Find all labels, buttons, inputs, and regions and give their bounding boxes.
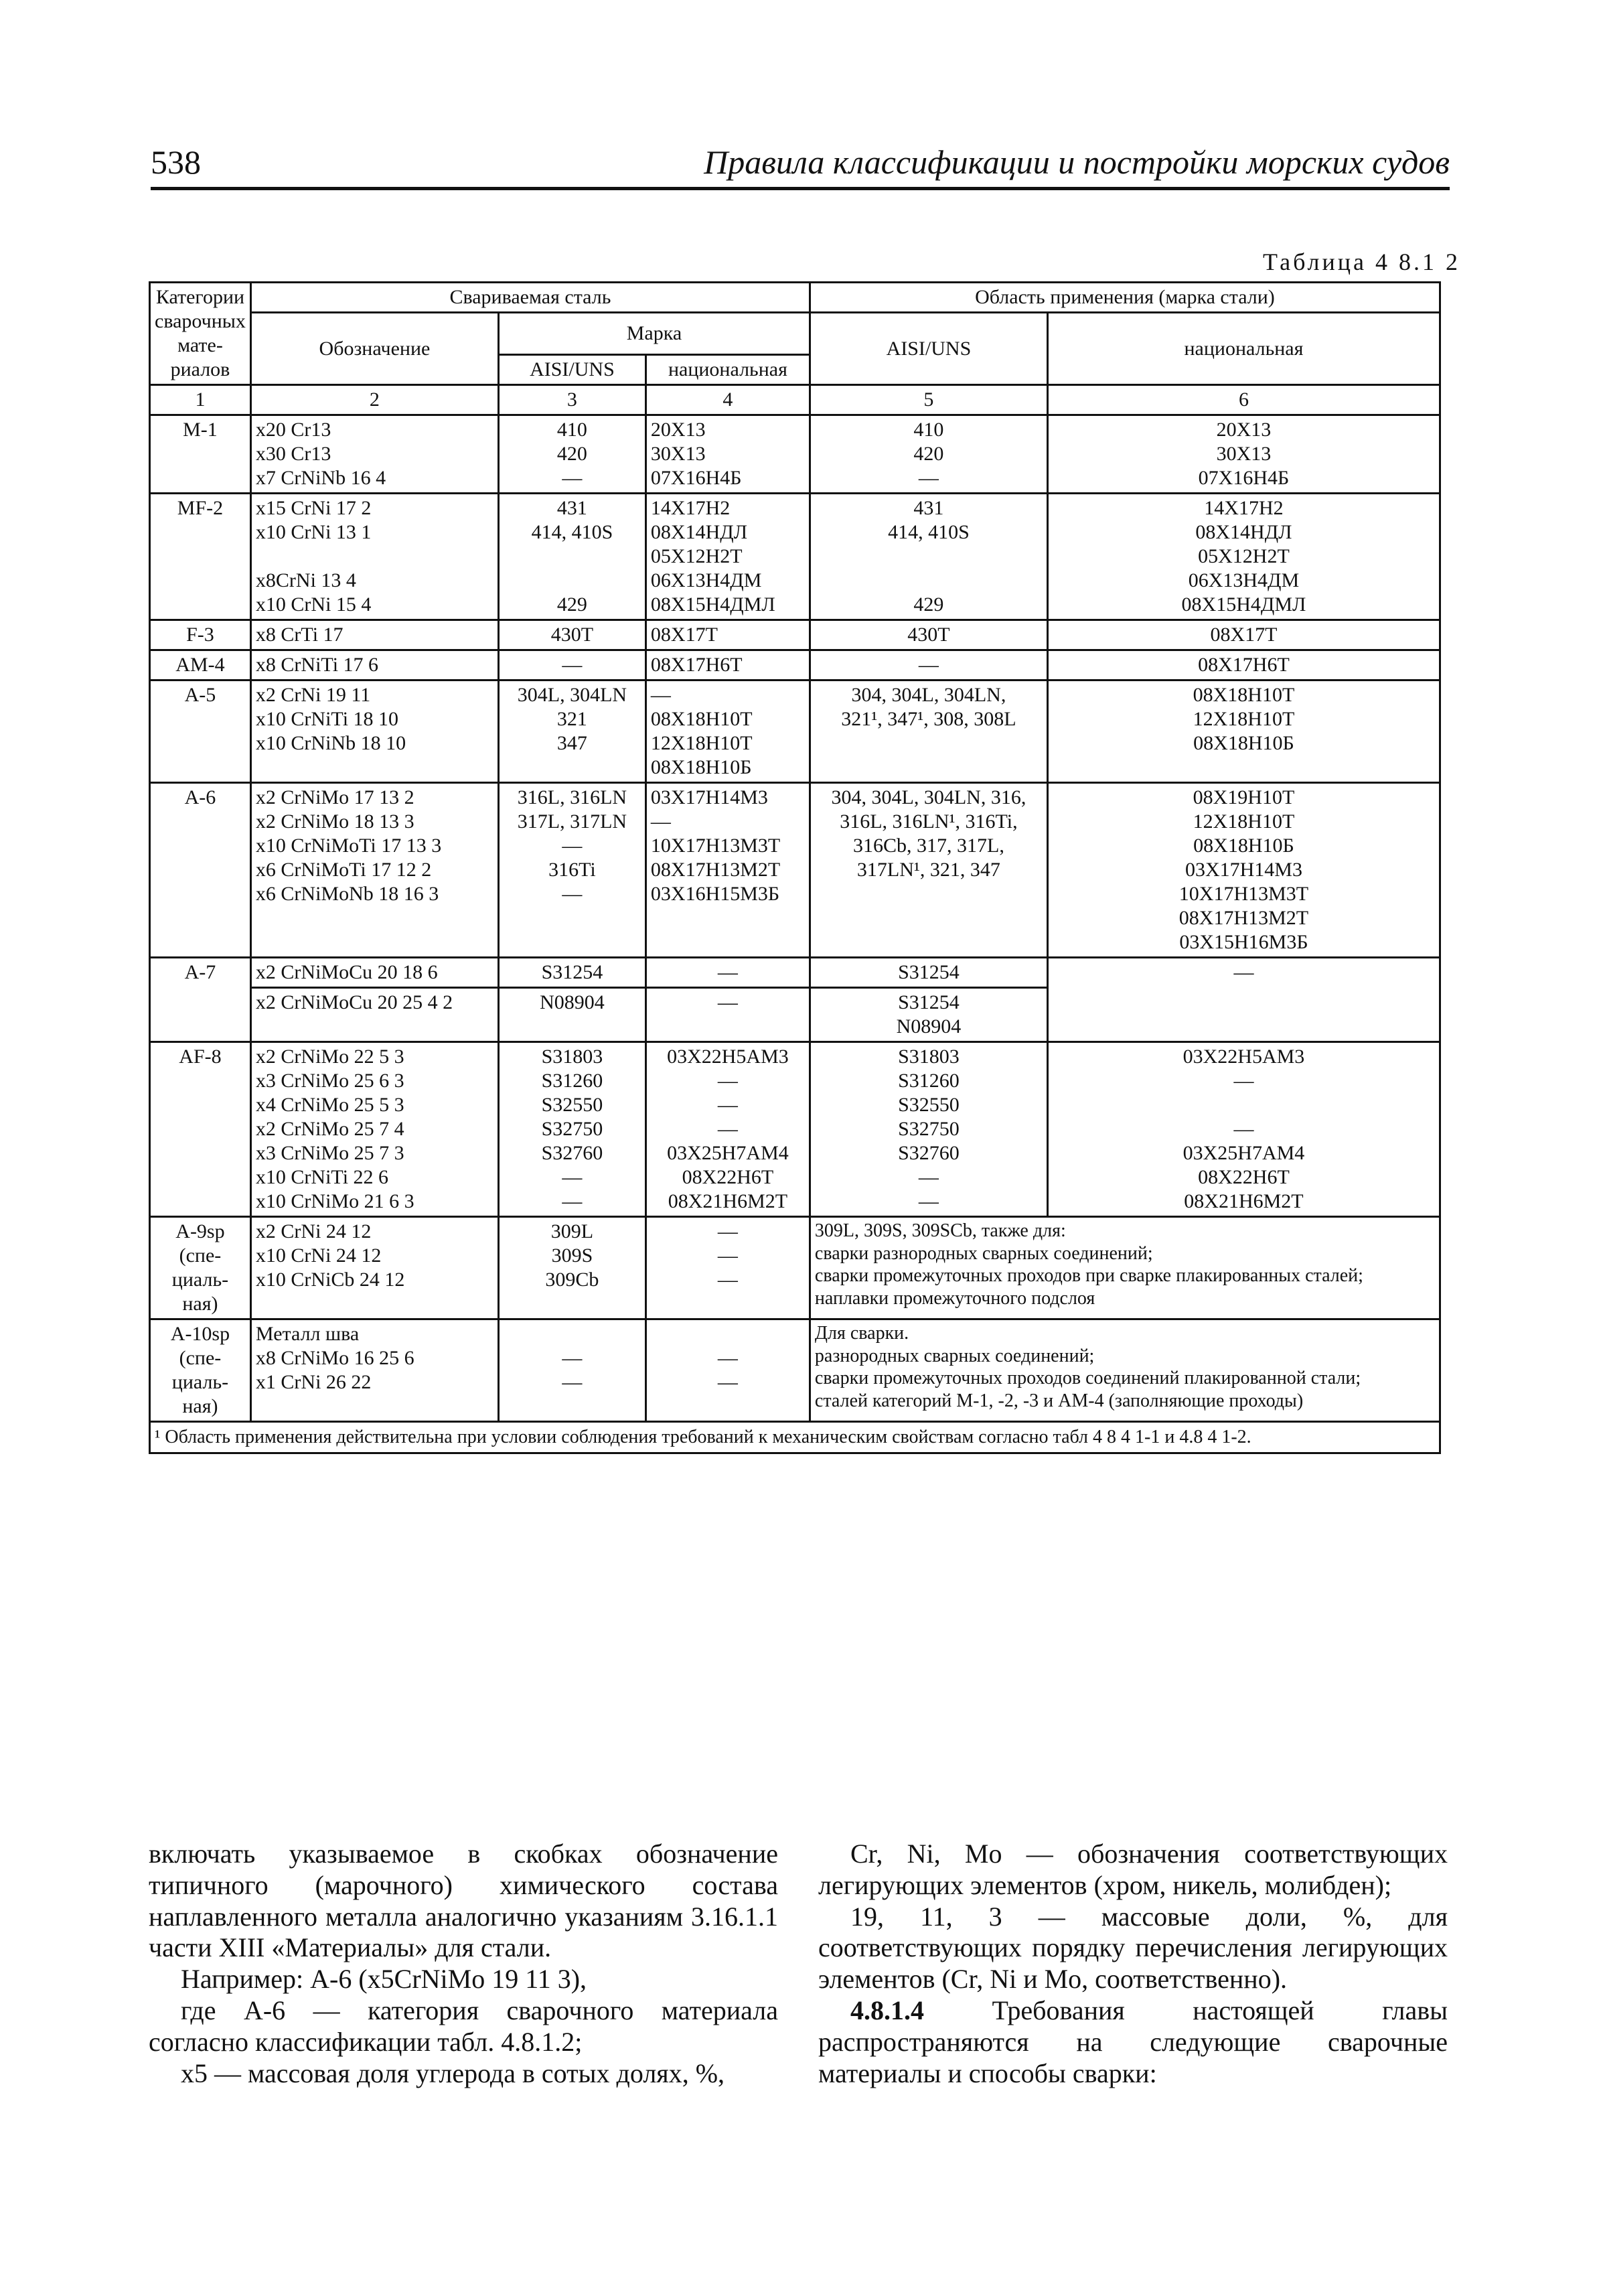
aisi-grade: 430T [550,624,594,646]
page-header [151,137,1450,190]
app-national: 03Х15Н16М3Б [1179,931,1308,953]
designation: x1 CrNi 26 22 [255,1371,372,1393]
category-cell: А-7 [184,961,216,983]
paragraph: x5 — массовая доля углерода в сотых долях, %, [181,2058,725,2088]
table-row [150,494,1440,620]
category-cell: А-9sp [175,1220,225,1242]
app-national [1053,1093,1435,1117]
header-application: Область применения (марка стали) [810,283,1440,313]
app-aisi: 431 [913,497,944,519]
designation: x10 CrNiTi 22 6 [255,1166,389,1188]
header-national: национальная [645,355,810,385]
designation: x8 CrTi 17 [255,624,344,646]
app-aisi: — [918,654,939,676]
app-aisi: 304, 304L, 304LN, 316, [831,786,1026,808]
aisi-grade: — [562,1347,583,1369]
app-aisi: S32550 [898,1094,960,1116]
app-national: 03Х25Н7АМ4 [1183,1142,1305,1164]
national-grade: 08Х18Н10Т [650,708,753,730]
designation: x10 CrNi 13 1 [255,521,372,543]
app-aisi: — [918,1190,939,1212]
app-national: 06Х13Н4ДМ [1188,569,1300,591]
table-label: Таблица 4 8.1 2 [1263,248,1460,275]
materials-table [149,281,1441,1454]
paragraph [818,1995,1448,2089]
application-note: сварки разнородных сварных соединений; [814,1242,1153,1264]
category-cell: циаль- [171,1269,229,1291]
aisi-grade: 317L, 317LN [517,810,627,833]
aisi-grade: S31260 [541,1070,603,1092]
designation: x2 CrNiMo 18 13 3 [255,810,414,833]
category-cell: циаль- [171,1371,229,1393]
aisi-grade: — [562,1190,583,1212]
app-national: 08Х21Н6М2Т [1184,1190,1304,1212]
table-row [150,1042,1440,1217]
app-aisi [815,569,1043,593]
category-cell: (спе- [179,1347,222,1369]
application-note: 309L, 309S, 309SCb, также для: [814,1220,1066,1241]
app-national: 10Х17Н13М3Т [1178,883,1309,905]
aisi-grade: — [562,883,583,905]
col-number: 1 [150,385,251,415]
designation: x20 Cr13 [255,419,331,441]
aisi-grade: 347 [556,732,587,754]
col-number: 5 [810,385,1047,415]
table-footnote-row [150,1422,1440,1453]
app-aisi [815,545,1043,569]
app-aisi: 414, 410S [888,521,970,543]
national-grade: 08Х17Н6Т [650,654,743,676]
application-note: сварки промежуточных проходов при сварке плакированных сталей; [814,1265,1363,1287]
national-grade: — [717,1094,738,1116]
designation: x15 CrNi 17 2 [255,497,372,519]
category-cell: А-5 [184,684,216,706]
national-grade: 08Х22Н6Т [682,1166,774,1188]
app-aisi: 321¹, 347¹, 308, 308L [841,708,1016,730]
designation [256,545,493,569]
table-footnote: ¹ Область применения действительна при условии соблюдения требований к механическим свойствам согласно табл 4 8 4 1-1 и 4.8 4 1-2. [150,1422,1440,1453]
app-aisi: — [918,467,939,489]
application-note: сварки промежуточных проходов соединений плакированной стали; [814,1368,1361,1389]
app-national: 03Х17Н14М3 [1185,859,1302,881]
designation: x6 CrNiMoNb 18 16 3 [255,883,439,905]
national-grade: 14Х17Н2 [650,497,731,519]
app-national: 07Х16Н4Б [1198,467,1290,489]
application-note: наплавки промежуточного подслоя [814,1287,1095,1309]
app-aisi: 420 [913,443,944,465]
category-cell: АF-8 [179,1046,222,1068]
application-note: Для сварки. [814,1323,909,1344]
app-national: 03Х22Н5АМ3 [1183,1046,1305,1068]
category-cell: М-1 [183,419,218,441]
national-grade: — [650,810,671,833]
national-grade: 20Х13 [650,419,706,441]
running-title: Правила классификации и постройки морских судов [704,143,1450,181]
app-aisi: N08904 [896,1015,962,1037]
app-aisi: — [918,1166,939,1188]
aisi-grade: 429 [556,593,587,616]
category-cell: (спе- [179,1244,222,1267]
national-grade: — [650,684,671,706]
designation: Металл шва [255,1323,360,1345]
app-national: — [1233,1118,1254,1140]
table-row [150,650,1440,680]
left-column [149,1839,778,2089]
app-national: 08Х18Н10Б [1193,835,1294,857]
app-aisi: S31803 [898,1046,960,1068]
aisi-grade: 309L [550,1220,594,1242]
designation: x10 CrNiTi 18 10 [255,708,399,730]
application-note: сталей категорий М-1, -2, -3 и АМ-4 (заполняющие проходы) [814,1390,1304,1411]
app-national: 20Х13 [1216,419,1272,441]
aisi-grade: 414, 410S [531,521,613,543]
paragraph: включать указываемое в скобках обозначение типичного (марочного) химического состава наплавленного металла аналогично указаниям 3.16.1.1 части XIII «Материалы» для стали. [149,1839,778,1963]
national-grade: 08Х14НДЛ [650,521,748,543]
national-grade: — [717,1118,738,1140]
designation: x2 CrNi 24 12 [255,1220,372,1242]
aisi-grade: S31254 [541,961,603,983]
app-aisi: S32750 [898,1118,960,1140]
app-aisi: S31260 [898,1070,960,1092]
designation: x3 CrNiMo 25 6 3 [255,1070,404,1092]
app-national: 08Х17Т [1210,624,1278,646]
national-grade: — [717,1220,738,1242]
national-grade: 12Х18Н10Т [650,732,753,754]
national-grade: — [717,991,738,1013]
national-grade: 08Х18Н10Б [650,756,752,778]
category-cell: МF-2 [177,497,224,519]
app-aisi: 317LN¹, 321, 347 [856,859,1000,881]
national-grade: 03Х25Н7АМ4 [667,1142,789,1164]
app-aisi: 316L, 316LN¹, 316Ti, [840,810,1018,833]
table-row [150,958,1440,988]
aisi-grade: 410 [556,419,587,441]
app-national: 08Х19Н10Т [1193,786,1295,808]
designation: x7 CrNiNb 16 4 [255,467,386,489]
category-cell: АМ-4 [175,654,225,676]
app-aisi: 410 [913,419,944,441]
national-grade: 08Х17Т [650,624,718,646]
designation: x10 CrNiCb 24 12 [255,1269,405,1291]
col-number: 3 [498,385,645,415]
app-national: 30Х13 [1216,443,1272,465]
designation: x10 CrNi 15 4 [255,593,372,616]
table-row [150,620,1440,650]
national-grade: 05Х12Н2Т [650,545,743,567]
aisi-grade: S32760 [541,1142,603,1164]
national-grade: 08Х21Н6М2Т [668,1190,788,1212]
header-category: Категории сварочных мате-риалов [150,283,251,385]
table-row [150,783,1440,958]
national-grade: 03Х22Н5АМ3 [667,1046,789,1068]
category-cell: ная) [182,1293,218,1315]
aisi-grade: — [562,1166,583,1188]
aisi-grade: S32750 [541,1118,603,1140]
aisi-grade: — [562,467,583,489]
national-grade: 06Х13Н4ДМ [650,569,762,591]
aisi-grade [504,545,641,569]
section-text: Требования настоящей главы распространяются на следующие сварочные материалы и способы сварки: [818,1995,1448,2088]
header-welded-steel: Свариваемая сталь [250,283,810,313]
aisi-grade: 316Ti [548,859,596,881]
designation: x2 CrNi 19 11 [255,684,371,706]
national-grade: 03Х17Н14М3 [650,786,768,808]
app-national: 08Х15Н4ДМЛ [1181,593,1306,616]
aisi-grade: — [562,835,583,857]
national-grade: — [717,1244,738,1267]
app-national: 14Х17Н2 [1204,497,1284,519]
national-grade: 08Х17Н13М2Т [650,859,781,881]
national-grade: 03Х16Н15М3Б [650,883,780,905]
col-number: 4 [645,385,810,415]
designation: x2 CrNiMo 22 5 3 [255,1046,404,1068]
aisi-grade: S31803 [541,1046,603,1068]
table-row [150,415,1440,494]
national-grade: 07Х16Н4Б [650,467,742,489]
aisi-grade: — [562,1371,583,1393]
app-aisi: 316Cb, 317, 317L, [853,835,1004,857]
app-aisi: 430T [907,624,950,646]
aisi-grade: 316L, 316LN [517,786,627,808]
header-aisi-app: AISI/UNS [810,313,1047,385]
aisi-grade: S32550 [541,1094,603,1116]
designation: x10 CrNiMo 21 6 3 [255,1190,414,1212]
designation: x30 Cr13 [255,443,331,465]
category-cell: А-6 [184,786,216,808]
designation: x10 CrNiNb 18 10 [255,732,406,754]
designation: x8CrNi 13 4 [255,569,356,591]
aisi-grade: 420 [556,443,587,465]
app-aisi: S32760 [898,1142,960,1164]
aisi-grade: 309Cb [545,1269,599,1291]
aisi-grade: 431 [556,497,587,519]
aisi-grade: 321 [556,708,587,730]
aisi-grade: 309S [551,1244,593,1267]
national-grade: 10Х17Н13М3Т [650,835,781,857]
app-national: 08Х18Н10Б [1193,732,1294,754]
designation: x3 CrNiMo 25 7 3 [255,1142,404,1164]
page-number: 538 [151,143,201,181]
application-note: разнородных сварных соединений; [814,1345,1095,1366]
category-cell: F-3 [186,624,214,646]
designation: x10 CrNi 24 12 [255,1244,382,1267]
app-national: — [1233,961,1254,983]
app-national: 08Х14НДЛ [1195,521,1292,543]
national-grade: — [717,961,738,983]
paragraph: Cr, Ni, Mo — обозначения соответствующих легирующих элементов (хром, никель, молибден); [818,1839,1448,1900]
national-grade: — [717,1347,738,1369]
section-number: 4.8.1.4 [850,1995,924,2025]
col-number: 2 [250,385,498,415]
col-number: 6 [1047,385,1440,415]
app-aisi: S31254 [898,991,960,1013]
header-grade: Марка [498,313,810,355]
app-national: 12Х18Н10Т [1193,708,1295,730]
table-row [150,680,1440,783]
designation: x4 CrNiMo 25 5 3 [255,1094,404,1116]
table-row [150,1217,1440,1319]
header-national-app: национальная [1047,313,1440,385]
aisi-grade: N08904 [540,991,605,1013]
designation: x2 CrNiMoCu 20 18 6 [255,961,438,983]
paragraph: 19, 11, 3 — массовые доли, %, для соответствующих порядку перечисления легирующих элементов (Cr, Ni и Mo, соответственно). [818,1901,1448,1995]
paragraph: Например: А-6 (x5CrNiMo 19 11 3), [181,1964,587,1995]
designation: x2 CrNiMo 25 7 4 [255,1118,404,1140]
designation: x10 CrNiMoTi 17 13 3 [255,835,442,857]
designation: x8 CrNiTi 17 6 [255,654,379,676]
app-aisi: S31254 [898,961,960,983]
designation: x2 CrNiMoCu 20 25 4 2 [255,991,453,1013]
national-grade: — [717,1269,738,1291]
app-national: 12Х18Н10Т [1193,810,1295,833]
table-row [150,1319,1440,1422]
aisi-grade [504,569,641,593]
designation: x6 CrNiMoTi 17 12 2 [255,859,432,881]
app-aisi: 429 [913,593,944,616]
app-national: 08Х22Н6Т [1198,1166,1290,1188]
app-national: 08Х17Н6Т [1198,654,1290,676]
app-national: 05Х12Н2Т [1198,545,1290,567]
category-cell: ная) [182,1395,218,1417]
national-grade: — [717,1371,738,1393]
aisi-grade: — [562,654,583,676]
app-national: — [1233,1070,1254,1092]
app-national: 08Х17Н13М2Т [1178,907,1309,929]
app-national: 08Х18Н10Т [1193,684,1295,706]
category-cell: А-10sp [170,1323,230,1345]
national-grade: 30Х13 [650,443,706,465]
right-column [818,1839,1448,2089]
header-designation: Обозначение [250,313,498,385]
national-grade: — [717,1070,738,1092]
aisi-grade: 304L, 304LN [517,684,627,706]
header-aisi: AISI/UNS [498,355,645,385]
designation: x2 CrNiMo 17 13 2 [255,786,414,808]
app-aisi: 304, 304L, 304LN, [851,684,1006,706]
designation: x8 CrNiMo 16 25 6 [255,1347,414,1369]
paragraph: где А-6 — категория сварочного материала согласно классификации табл. 4.8.1.2; [149,1995,778,2057]
national-grade: 08Х15Н4ДМЛ [650,593,775,616]
